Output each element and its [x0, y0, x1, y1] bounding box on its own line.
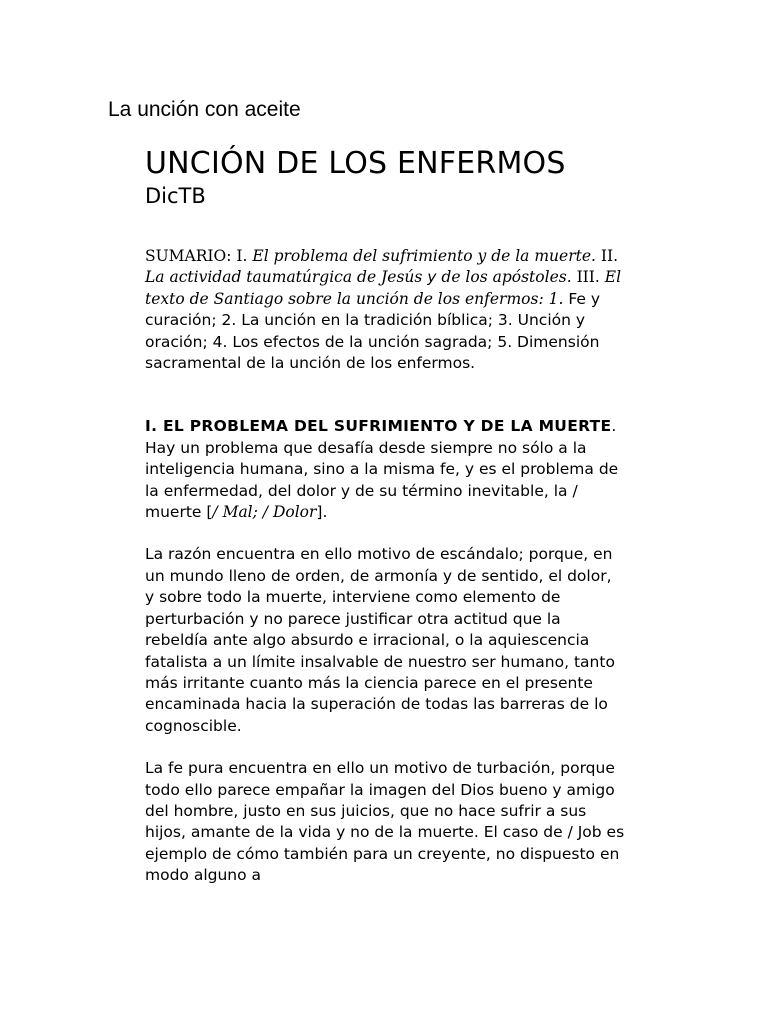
paragraph-2: La razón encuentra en ello motivo de escándalo; porque, en un mundo lleno de orden, de armonía y de sentido, el dolor, y sobre todo la muerte, interviene como elemento de perturbación y no parece justificar otra actitud que la rebeldía ante algo absurdo e irracional, o la aquiescencia fatalista a un límite insalvable de nuestro ser humano, tanto más irritante cuanto más la ciencia parece en el presente encaminada hacia la superación de todas las barreras de lo cognoscible.: [145, 545, 615, 735]
section1-text-b: / Mal; / Dolor: [212, 503, 317, 522]
document-title: La unción con aceite: [108, 98, 301, 121]
summary-rest: Fe y curación; 2. La unción en la tradición bíblica; 3. Unción y oración; 4. Los efectos de la unción sagrada; 5. Dimensión sacramental de la unción de los enfermos.: [145, 289, 601, 373]
summary-paragraph: [145, 246, 625, 374]
section1-paragraph: [145, 416, 625, 523]
summary-s1-number: I.: [236, 247, 248, 265]
section1-text-a: . Hay un problema que desafía desde siempre no sólo a la inteligencia humana, sino a la misma fe, y es el problema de la enfermedad, del dolor y de su término inevitable, la / muerte [: [145, 417, 619, 522]
article-heading: UNCIÓN DE LOS ENFERMOS: [145, 146, 566, 181]
summary-s3-number: III.: [576, 268, 600, 287]
summary-label: SUMARIO:: [145, 247, 232, 265]
section1-title: I. EL PROBLEMA DEL SUFRIMIENTO Y DE LA MUERTE: [145, 417, 612, 436]
summary-s1-text: El problema del sufrimiento y de la muerte.: [252, 247, 596, 265]
section1-text-c: ].: [316, 503, 328, 522]
summary-s2-text-a: La actividad taumatúrgica de Jesús: [145, 268, 423, 287]
summary-item1-number: 1.: [548, 289, 564, 308]
document-body: [145, 145, 625, 908]
summary-s2-text-b: de los apóstoles.: [441, 268, 572, 287]
summary-s2-connector: y: [427, 268, 437, 287]
summary-s2-number: II.: [600, 247, 619, 265]
paragraph-3: La fe pura encuentra en ello un motivo de turbación, porque todo ello parece empañar la imagen del Dios bueno y amigo del hombre, justo en sus juicios, que no hace sufrir a sus hijos, amante de la vida y no de la muerte. El caso de / Job es ejemplo de cómo también para un creyente, no dispuesto en modo alguno a: [145, 759, 625, 885]
article-source: DicTB: [145, 184, 206, 208]
summary-s3-text: El texto de Santiago sobre la unción de los enfermos:: [145, 268, 622, 308]
